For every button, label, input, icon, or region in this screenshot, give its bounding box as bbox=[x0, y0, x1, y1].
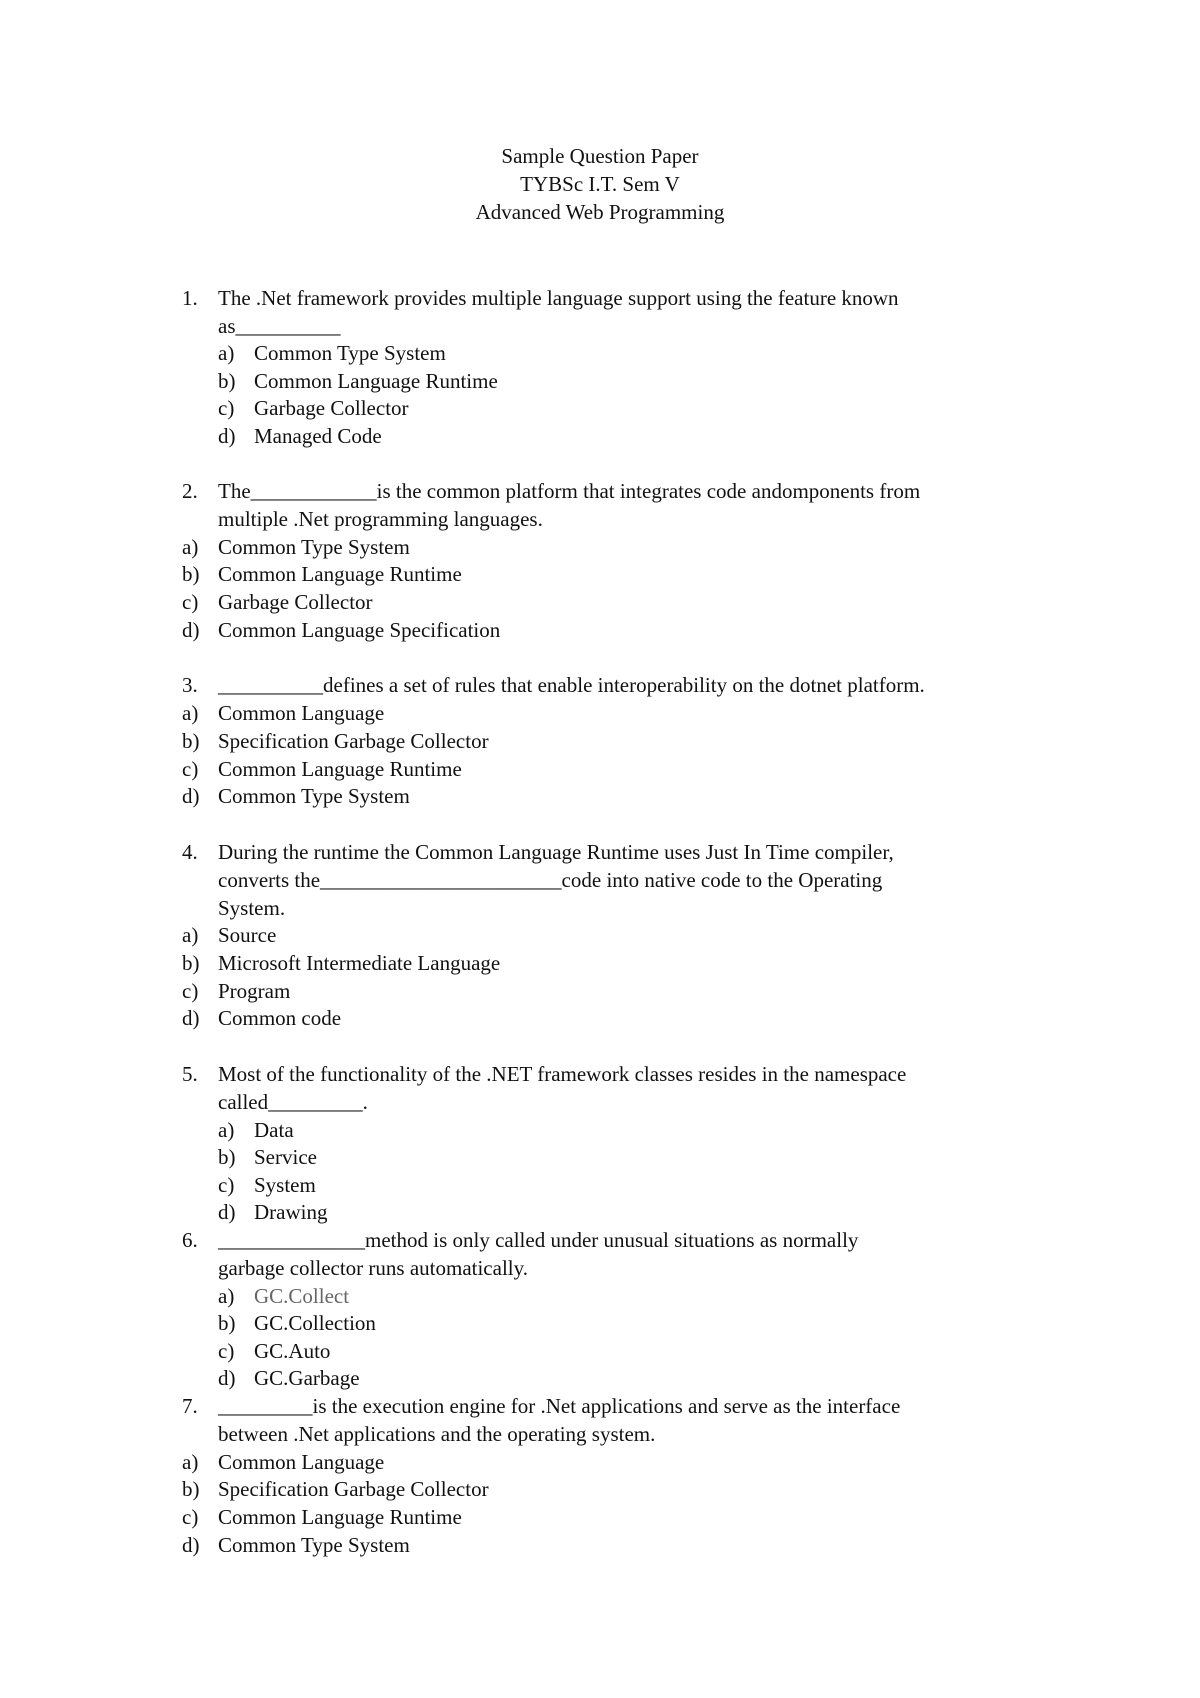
option-text: Common Language Runtime bbox=[218, 757, 462, 781]
question-text: _________is the execution engine for .Net applications and serve as the interface bbox=[218, 1394, 901, 1418]
option-label: b) bbox=[218, 1145, 236, 1169]
option-label: a) bbox=[182, 1450, 199, 1474]
option-text: Drawing bbox=[254, 1200, 328, 1224]
option-label: b) bbox=[218, 1311, 236, 1335]
question-text: __________defines a set of rules that enable interoperability on the dotnet platform. bbox=[218, 673, 925, 697]
option-label: b) bbox=[182, 951, 200, 975]
option-text: Garbage Collector bbox=[218, 590, 373, 614]
option-label: c) bbox=[182, 979, 199, 1003]
option-label: d) bbox=[182, 784, 200, 808]
question-number: 1. bbox=[182, 286, 198, 310]
paper-title: Sample Question Paper bbox=[501, 144, 699, 168]
option-label: c) bbox=[182, 1505, 199, 1529]
option-text: GC.Collection bbox=[254, 1311, 376, 1335]
question-number: 7. bbox=[182, 1394, 198, 1418]
option-text: Garbage Collector bbox=[254, 396, 409, 420]
question-text: converts the_______________________code into native code to the Operating bbox=[218, 868, 883, 892]
question-text: During the runtime the Common Language Runtime uses Just In Time compiler, bbox=[218, 840, 894, 864]
option-text: Common Type System bbox=[218, 784, 410, 808]
option-label: c) bbox=[218, 396, 235, 420]
option-text: Source bbox=[218, 923, 277, 947]
question-number: 4. bbox=[182, 840, 198, 864]
option-text: Common Language bbox=[218, 1450, 385, 1474]
option-text: GC.Collect bbox=[254, 1284, 350, 1308]
option-text: Common Language Runtime bbox=[254, 369, 498, 393]
option-label: c) bbox=[182, 757, 199, 781]
option-text: Common Type System bbox=[218, 1533, 410, 1557]
option-text: Common Language Runtime bbox=[218, 1505, 462, 1529]
option-label: b) bbox=[182, 562, 200, 586]
option-text: System bbox=[254, 1173, 316, 1197]
option-label: a) bbox=[218, 341, 235, 365]
question-number: 6. bbox=[182, 1228, 198, 1252]
option-label: a) bbox=[182, 535, 199, 559]
option-text: Service bbox=[254, 1145, 317, 1169]
question-text: garbage collector runs automatically. bbox=[218, 1256, 529, 1280]
option-label: d) bbox=[218, 1200, 236, 1224]
option-text: Microsoft Intermediate Language bbox=[218, 951, 501, 975]
question-number: 5. bbox=[182, 1062, 198, 1086]
question-text: between .Net applications and the operating system. bbox=[218, 1422, 656, 1446]
option-label: d) bbox=[218, 424, 236, 448]
option-label: a) bbox=[182, 701, 199, 725]
option-text: Specification Garbage Collector bbox=[218, 729, 489, 753]
option-label: d) bbox=[182, 618, 200, 642]
option-label: b) bbox=[218, 369, 236, 393]
option-text: Program bbox=[218, 979, 291, 1003]
option-text: Data bbox=[254, 1118, 294, 1142]
option-label: d) bbox=[182, 1006, 200, 1030]
option-text: Common Type System bbox=[254, 341, 446, 365]
question-text: multiple .Net programming languages. bbox=[218, 507, 543, 531]
question-text: The____________is the common platform that integrates code andomponents from bbox=[218, 479, 921, 503]
option-label: b) bbox=[182, 729, 200, 753]
question-text: System. bbox=[218, 896, 286, 920]
option-label: a) bbox=[182, 923, 199, 947]
question-text: called_________. bbox=[218, 1090, 368, 1114]
option-text: Common Language Specification bbox=[218, 618, 501, 642]
option-text: Common code bbox=[218, 1006, 342, 1030]
option-text: Common Language bbox=[218, 701, 385, 725]
option-label: c) bbox=[218, 1339, 235, 1363]
option-label: c) bbox=[182, 590, 199, 614]
option-text: GC.Garbage bbox=[254, 1366, 360, 1390]
question-text: Most of the functionality of the .NET framework classes resides in the namespace bbox=[218, 1062, 907, 1086]
option-label: d) bbox=[218, 1366, 236, 1390]
question-text: The .Net framework provides multiple language support using the feature known bbox=[218, 286, 899, 310]
option-text: Specification Garbage Collector bbox=[218, 1477, 489, 1501]
subject-name: Advanced Web Programming bbox=[475, 200, 725, 224]
option-text: Managed Code bbox=[254, 424, 382, 448]
class-name: TYBSc I.T. Sem V bbox=[520, 172, 680, 196]
question-text: ______________method is only called under unusual situations as normally bbox=[218, 1228, 859, 1252]
option-label: a) bbox=[218, 1284, 235, 1308]
option-label: d) bbox=[182, 1533, 200, 1557]
question-number: 3. bbox=[182, 673, 198, 697]
paper-header bbox=[0, 142, 1200, 226]
option-text: Common Type System bbox=[218, 535, 410, 559]
option-label: a) bbox=[218, 1118, 235, 1142]
question-text: as__________ bbox=[218, 314, 341, 338]
question-number: 2. bbox=[182, 479, 198, 503]
option-text: Common Language Runtime bbox=[218, 562, 462, 586]
option-label: c) bbox=[218, 1173, 235, 1197]
option-label: b) bbox=[182, 1477, 200, 1501]
option-text: GC.Auto bbox=[254, 1339, 331, 1363]
